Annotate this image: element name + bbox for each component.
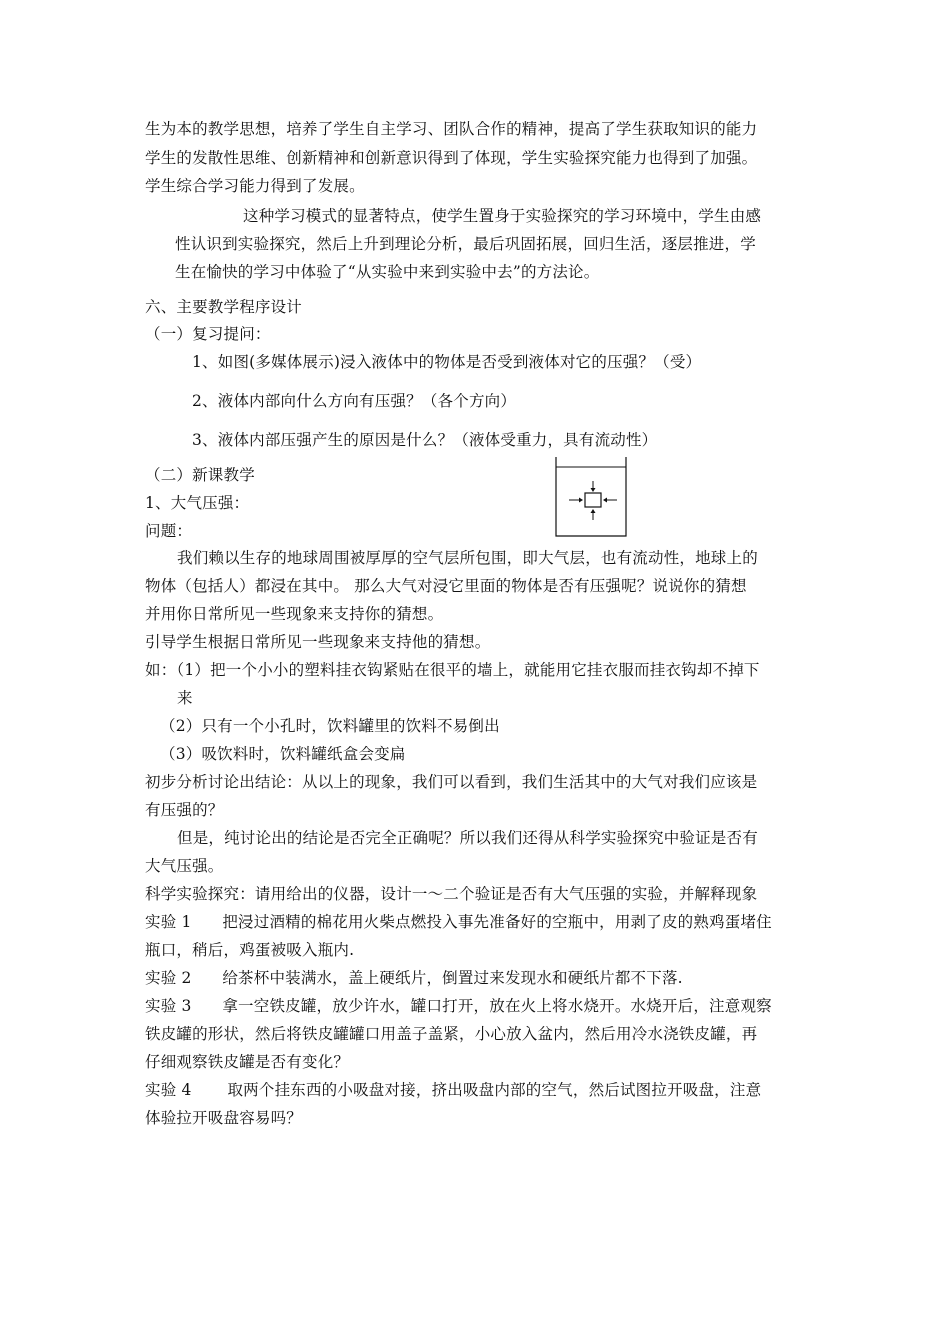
intro-p2-line-3: 生在愉快的学习中体验了“从实验中来到实验中去”的方法论。 — [175, 263, 600, 281]
review-item-2: 2、液体内部向什么方向有压强？（各个方向） — [192, 392, 517, 410]
review-item-3: 3、液体内部压强产生的原因是什么？（液体受重力，具有流动性） — [192, 431, 658, 449]
explore-line: 科学实验探究：请用给出的仪器，设计一～二个验证是否有大气压强的实验，并解释现象 — [145, 885, 758, 903]
guide-line: 引导学生根据日常所见一些现象来支持他的猜想。 — [145, 633, 491, 651]
review-heading: （一）复习提问： — [145, 325, 271, 343]
conclusion-line-2: 有压强的？ — [145, 801, 224, 819]
newlesson-heading: （二）新课教学 — [145, 466, 255, 484]
example-1-line-1: 如：（1）把一个小小的塑料挂衣钩紧贴在很平的墙上，就能用它挂衣服而挂衣钩却不掉下 — [145, 661, 760, 679]
pressure-diagram — [555, 457, 627, 537]
but-line-2: 大气压强。 — [145, 857, 224, 875]
experiment-2: 实验 2 给茶杯中装满水，盖上硬纸片，倒置过来发现水和硬纸片都不下落. — [145, 969, 683, 987]
section-heading: 六、主要教学程序设计 — [145, 298, 303, 316]
example-1-line-2: 来 — [177, 689, 193, 707]
example-2: （2）只有一个小孔时，饮料罐里的饮料不易倒出 — [160, 717, 500, 735]
conclusion-line-1: 初步分析讨论出结论：从以上的现象，我们可以看到，我们生活其中的大气对我们应该是 — [145, 773, 758, 791]
experiment-1-line-1: 实验 1 把浸过酒精的棉花用火柴点燃投入事先准备好的空瓶中，用剥了皮的熟鸡蛋堵住 — [145, 913, 772, 931]
arrow-left-head — [603, 498, 607, 503]
intro-p1-line-1: 生为本的教学思想，培养了学生自主学习、团队合作的精神，提高了学生获取知识的能力 — [145, 120, 758, 138]
experiment-4-line-1: 实验 4 取两个挂东西的小吸盘对接，挤出吸盘内部的空气，然后试图拉开吸盘，注意 — [145, 1081, 762, 1099]
arrow-up-head — [591, 509, 596, 513]
arrow-down-head — [591, 488, 596, 492]
intro-p2-line-2: 性认识到实验探究，然后上升到理论分析，最后巩固拓展，回归生活，逐层推进，学 — [175, 235, 756, 253]
intro-p2-line-1: 这种学习模式的显著特点，使学生置身于实验探究的学习环境中，学生由感 — [243, 207, 762, 225]
para1-line-1: 我们赖以生存的地球周围被厚厚的空气层所包围，即大气层，也有流动性，地球上的 — [177, 549, 758, 567]
experiment-4-line-2: 体验拉开吸盘容易吗？ — [145, 1109, 303, 1127]
review-item-1: 1、如图(多媒体展示)浸入液体中的物体是否受到液体对它的压强？（受） — [192, 353, 702, 371]
intro-p1-line-2: 学生的发散性思维、创新精神和创新意识得到了体现，学生实验探究能力也得到了加强。 — [145, 149, 758, 167]
arrow-right-head — [579, 498, 583, 503]
para1-line-3: 并用你日常所见一些现象来支持你的猜想。 — [145, 605, 444, 623]
container-outline — [556, 457, 626, 536]
experiment-1-line-2: 瓶口，稍后，鸡蛋被吸入瓶内. — [145, 941, 355, 959]
para1-line-2: 物体（包括人）都浸在其中。 那么大气对浸它里面的物体是否有压强呢？说说你的猜想 — [145, 577, 747, 595]
question-label: 问题： — [145, 522, 193, 540]
experiment-3-line-3: 仔细观察铁皮罐是否有变化？ — [145, 1053, 350, 1071]
experiment-3-line-1: 实验 3 拿一空铁皮罐，放少许水，罐口打开，放在火上将水烧开。水烧开后，注意观察 — [145, 997, 772, 1015]
experiment-3-line-2: 铁皮罐的形状，然后将铁皮罐罐口用盖子盖紧，小心放入盆内，然后用冷水浇铁皮罐，再 — [145, 1025, 758, 1043]
intro-p1-line-3: 学生综合学习能力得到了发展。 — [145, 177, 365, 195]
immersed-object — [585, 493, 601, 507]
but-line-1: 但是，纯讨论出的结论是否完全正确呢？所以我们还得从科学实验探究中验证是否有 — [177, 829, 758, 847]
example-3: （3）吸饮料时，饮料罐纸盒会变扁 — [160, 745, 406, 763]
topic-heading: 1、大气压强： — [145, 494, 250, 512]
